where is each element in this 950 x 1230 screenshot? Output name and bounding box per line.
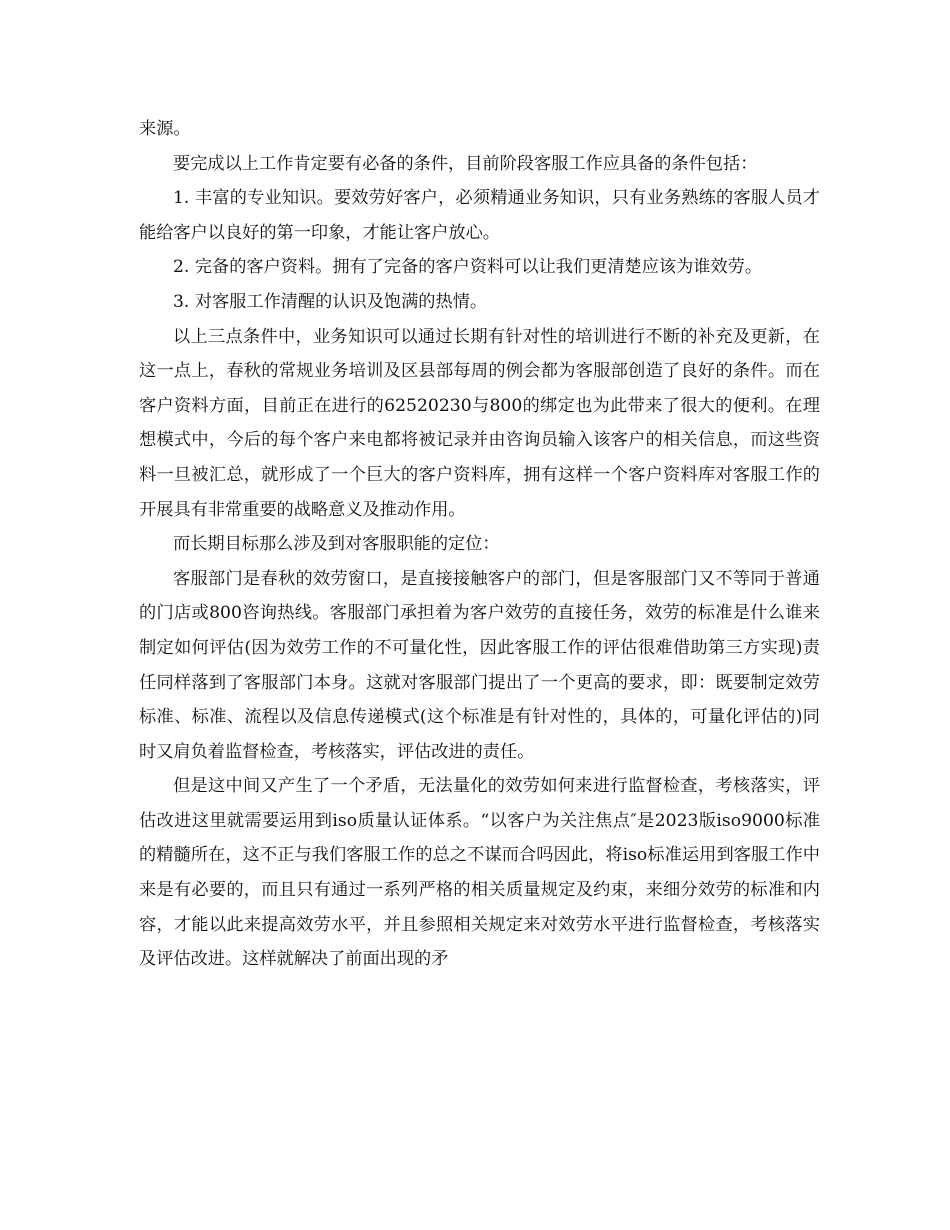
document-body [139,112,820,977]
paragraph-source-end: 来源。 [139,119,191,139]
paragraph-condition-customer-data: 2. 完备的客户资料。拥有了完备的客户资料可以让我们更清楚应该为谁效劳。 [173,257,763,278]
paragraph-condition-attitude: 3. 对客服工作清醒的认识及饱满的热情。 [173,291,488,312]
paragraph-iso-solution: 但是这中间又产生了一个矛盾，无法量化的效劳如何来进行监督检查，考核落实，评估改进这里就需要运用到iso质量认证体系。“以客户为关注焦点″是2023版iso9000标准的精髓所在，这不正与我们客服工作的总之不谋而合吗因此，将iso标准运用到客服工作中来是有必要的，而且只有通过一系列严格的相关质量规定及约束，来细分效劳的标准和内容，才能以此来提高效劳水平，并且参照相关规定来对效劳水平进行监督检查，考核落实及评估改进。这样就解决了前面出现的矛 [139,776,820,970]
paragraph-conditions-analysis: 以上三点条件中，业务知识可以通过长期有针对性的培训进行不断的补充及更新，在这一点上，春秋的常规业务培训及区县部每周的例会都为客服部创造了良好的条件。而在客户资料方面，目前正在进行的62520230与800的绑定也为此带来了很大的便利。在理想模式中，今后的每个客户来电都将被记录并由咨询员输入该客户的相关信息，而这些资料一旦被汇总，就形成了一个巨大的客户资料库，拥有这样一个客户资料库对客服工作的开展具有非常重要的战略意义及推动作用。 [139,326,820,520]
paragraph-conditions-intro: 要完成以上工作肯定要有必备的条件，目前阶段客服工作应具备的条件包括： [173,153,758,174]
paragraph-condition-knowledge: 1. 丰富的专业知识。要效劳好客户，必须精通业务知识，只有业务熟练的客服人员才能给客户以良好的第一印象，才能让客户放心。 [139,188,820,243]
paragraph-department-role: 客服部门是春秋的效劳窗口，是直接接触客户的部门，但是客服部门又不等同于普通的门店或800咨询热线。客服部门承担着为客户效劳的直接任务，效劳的标准是什么谁来制定如何评估(因为效劳工作的不可量化性，因此客服工作的评估很难借助第三方实现)责任同样落到了客服部门本身。这就对客服部门提出了一个更高的要求，即：既要制定效劳标准、标准、流程以及信息传递模式(这个标准是有针对性的，具体的，可量化评估的)同时又肩负着监督检查，考核落实，评估改进的责任。 [139,568,820,762]
paragraph-long-term-goal: 而长期目标那么涉及到对客服职能的定位： [173,534,500,555]
